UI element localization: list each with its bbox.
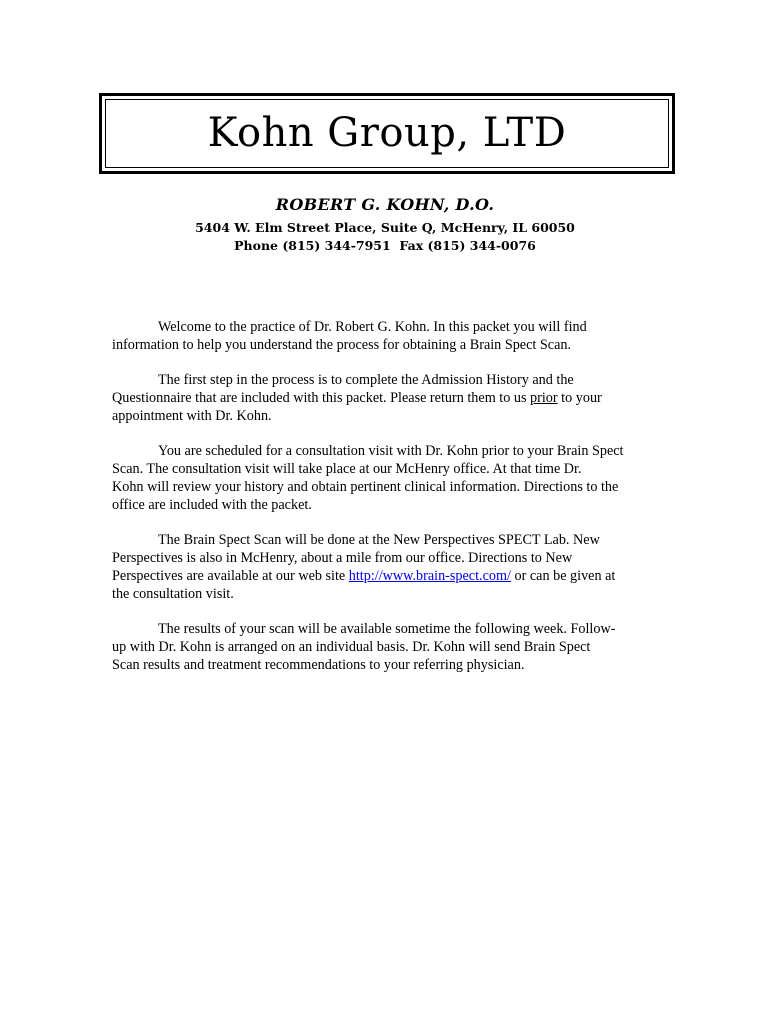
paragraph-first-step-text-a: The first step in the process is to complete the Admission History and the Questionnaire that are included with this packet. Please return them to us: [112, 372, 574, 406]
phone-fax-line: Phone (815) 344-7951 Fax (815) 344-0076: [234, 238, 536, 253]
doctor-name: ROBERT G. KOHN, D.O.: [275, 195, 495, 214]
title-inner-border: [105, 99, 669, 168]
paragraph-welcome: Welcome to the practice of Dr. Robert G. Kohn. In this packet you will find information to help you understand the process for obtaining a Brain Spect Scan.: [112, 319, 587, 353]
company-title: Kohn Group, LTD: [207, 109, 567, 156]
paragraph-spect-lab-text-b: or can be given at the consultation visit.: [112, 568, 616, 602]
letter-body: [112, 318, 660, 691]
paragraph-first-step-text-b: to your appointment with Dr. Kohn.: [112, 390, 602, 424]
paragraph-spect-lab-text-a: The Brain Spect Scan will be done at the New Perspectives SPECT Lab. New Perspectives is also in McHenry, about a mile from our office. Directions to New Perspectives are available at our web site: [112, 532, 600, 584]
title-frame: [99, 93, 675, 174]
website-link[interactable]: http://www.brain-spect.com/: [348, 568, 511, 584]
office-address: 5404 W. Elm Street Place, Suite Q, McHenry, IL 60050: [195, 220, 575, 235]
emphasis-prior: prior: [530, 390, 558, 406]
paragraph-spect-lab: [112, 531, 660, 603]
paragraph-first-step: [112, 371, 660, 425]
paragraph-consultation: You are scheduled for a consultation visit with Dr. Kohn prior to your Brain Spect Scan. The consultation visit will take place at our McHenry office. At that time Dr. Kohn will review your history and obtain pertinent clinical information. Directions to the office are included with the packet.: [112, 443, 624, 513]
letterhead: [0, 194, 770, 255]
paragraph-results: The results of your scan will be available sometime the following week. Follow- up with Dr. Kohn is arranged on an individual basis. Dr. Kohn will send Brain Spect Scan results and treatment recommendations to your referring physician.: [112, 621, 616, 673]
